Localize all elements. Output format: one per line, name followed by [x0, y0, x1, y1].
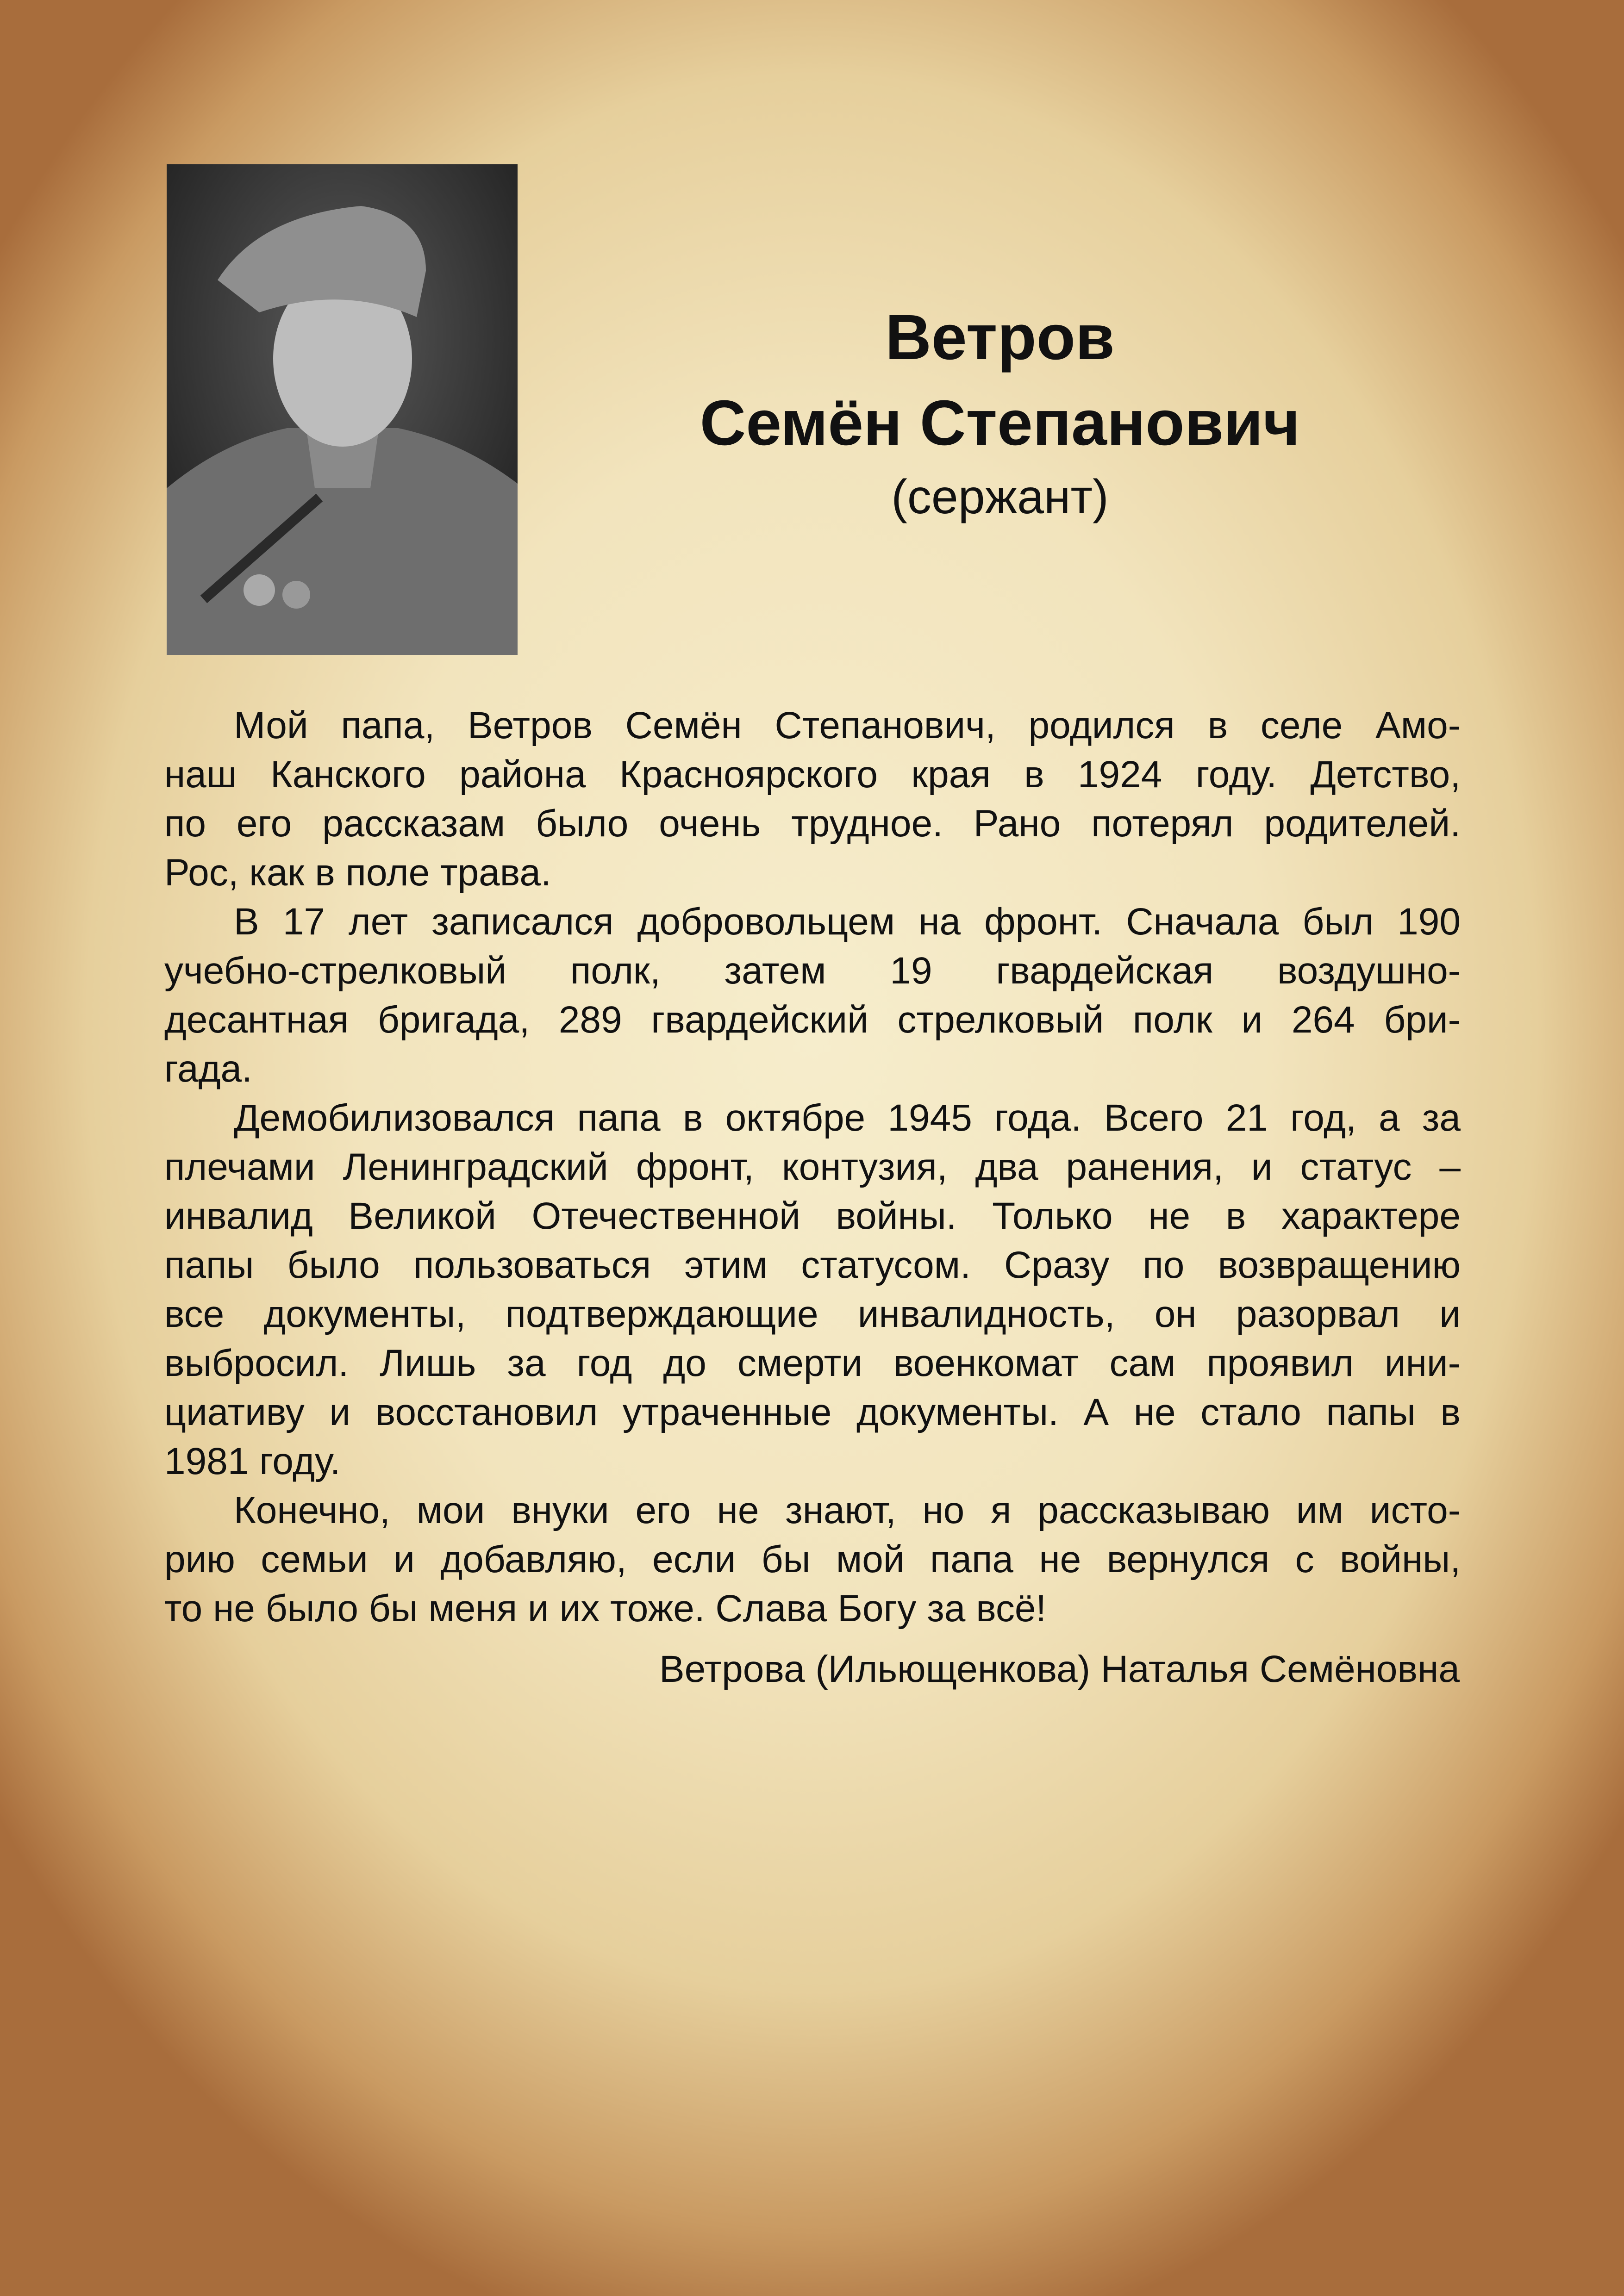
- text-line: то не было бы меня и их тоже. Слава Богу за всё!: [164, 1587, 1047, 1630]
- surname-heading: Ветров: [885, 302, 1115, 373]
- paragraph: [164, 1486, 1461, 1633]
- text-line: циативу и восстановил утраченные документы. А не стало папы в: [164, 1391, 1461, 1433]
- text-line: наш Канского района Красноярского края в 1924 году. Детство,: [164, 753, 1461, 796]
- text-line: В 17 лет записался добровольцем на фронт. Сначала был 190: [234, 901, 1461, 943]
- paragraph: [164, 701, 1461, 897]
- text-line: десантная бригада, 289 гвардейский стрелковый полк и 264 бри-: [164, 999, 1461, 1041]
- text-line: инвалид Великой Отечественной войны. Только не в характере: [164, 1195, 1461, 1237]
- given-names-heading: Семён Степанович: [700, 387, 1300, 459]
- text-line: плечами Ленинградский фронт, контузия, два ранения, и статус –: [164, 1146, 1461, 1188]
- text-line: папы было пользоваться этим статусом. Сразу по возвращению: [164, 1244, 1461, 1286]
- text-line: гада.: [164, 1048, 252, 1090]
- text-line: рию семьи и добавляю, если бы мой папа не вернулся с войны,: [164, 1538, 1461, 1580]
- text-line: выбросил. Лишь за год до смерти военкомат сам проявил ини-: [164, 1342, 1461, 1384]
- text-line: 1981 году.: [164, 1440, 341, 1482]
- text-line: Конечно, мои внуки его не знают, но я рассказываю им исто-: [234, 1489, 1461, 1531]
- paragraph: [164, 1094, 1461, 1486]
- text-line: все документы, подтверждающие инвалидность, он разорвал и: [164, 1293, 1461, 1335]
- author-signature: Ветрова (Ильющенкова) Наталья Семёновна: [659, 1648, 1460, 1690]
- text-line: учебно-стрелковый полк, затем 19 гвардейская воздушно-: [164, 950, 1461, 992]
- portrait-photo: [167, 164, 518, 655]
- paragraph: [164, 897, 1461, 1094]
- text-line: Мой папа, Ветров Семён Степанович, родился в селе Амо-: [234, 704, 1461, 747]
- soldier-portrait-icon: [167, 164, 518, 655]
- text-line: Рос, как в поле трава.: [164, 852, 551, 894]
- text-line: Демобилизовался папа в октябре 1945 года. Всего 21 год, а за: [234, 1097, 1461, 1139]
- text-line: по его рассказам было очень трудное. Рано потерял родителей.: [164, 803, 1461, 845]
- memoir-text: [164, 701, 1461, 1633]
- rank-label: (сержант): [891, 470, 1109, 524]
